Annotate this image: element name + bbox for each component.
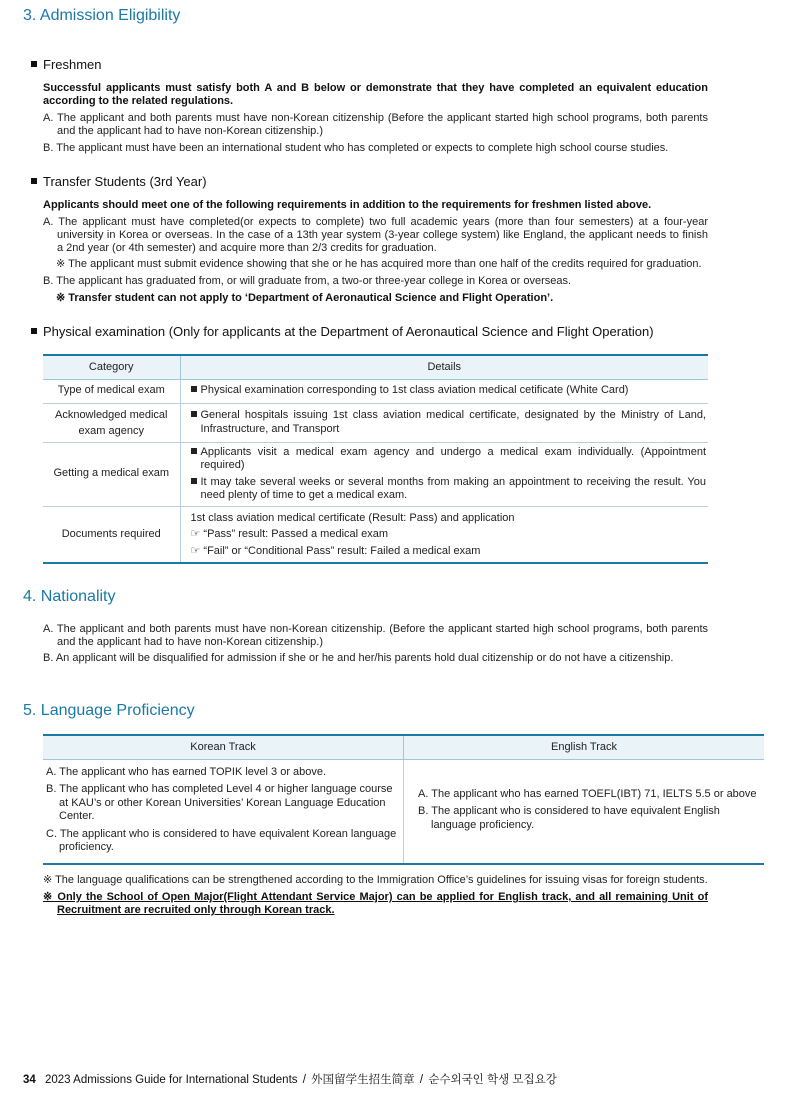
physical-exam-table [43, 354, 708, 564]
row-category: Documents required [43, 506, 180, 563]
table-header-row [43, 735, 764, 759]
transfer-title: Transfer Students (3rd Year) [43, 174, 207, 189]
page-footer [23, 1074, 557, 1087]
transfer-note-1: ※ The applicant must submit evidence showing that she or he has acquired more than one half of the credits required for graduation. [56, 258, 702, 270]
language-note-1: ※ The language qualifications can be strengthened according to the Immigration Office’s guidelines for issuing visas for foreign students. [43, 874, 708, 886]
transfer-note-2: ※ Transfer student can not apply to ‘Department of Aeronautical Science and Flight Operation’. [56, 292, 554, 304]
row-detail: It may take several weeks or several months from making an appointment to receiving the result. You need plenty of time to get a medical exam. [200, 475, 706, 501]
row-category: Acknowledged medical exam agency [43, 403, 180, 442]
footer-chinese-title: 外国留学生招生简章 [311, 1074, 415, 1086]
footer-korean-title: 순수외국인 학생 모집요강 [428, 1074, 557, 1086]
footer-separator: / [302, 1074, 306, 1086]
row-detail: Applicants visit a medical exam agency and undergo a medical exam individually. (Appointment required) [200, 445, 706, 471]
section-4-title: 4. Nationality [23, 588, 116, 605]
table-header-category: Category [43, 355, 180, 379]
square-bullet-icon [191, 386, 197, 392]
row-detail: 1st class aviation medical certificate (Result: Pass) and application [190, 511, 515, 524]
physical-title: Physical examination (Only for applicants at the Department of Aeronautical Science and Flight Operation) [43, 324, 654, 339]
row-detail: General hospitals issuing 1st class aviation medical certificate, designated by the Ministry of Land, Infrastructure, and Transport [200, 409, 706, 435]
footer-separator: / [419, 1074, 424, 1086]
freshmen-title: Freshmen [43, 57, 102, 72]
transfer-item-b: B. The applicant has graduated from, or will graduate from, a two-or three-year college in Korea or overseas. [43, 275, 572, 287]
nationality-item-b: B. An applicant will be disqualified for admission if she or he and her/his parents hold dual citizenship or do not have a citizenship. [43, 652, 674, 664]
transfer-heading [31, 174, 207, 190]
table-row [43, 379, 708, 403]
table-row [43, 506, 708, 563]
square-bullet-icon [191, 411, 197, 417]
table-header-details: Details [180, 355, 708, 379]
freshmen-item-b: B. The applicant must have been an international student who has completed or expects to complete high school course studies. [43, 142, 669, 154]
row-detail: Physical examination corresponding to 1st class aviation medical cetificate (White Card) [200, 384, 629, 397]
square-bullet-icon [31, 328, 37, 334]
transfer-intro: Applicants should meet one of the following requirements in addition to the requirements for freshmen listed above. [43, 199, 652, 211]
square-bullet-icon [31, 178, 37, 184]
korean-req-b: B. The applicant who has completed Level 4 or higher language course at KAU’s or other Korean Universities’ Korean Language Education Center. [46, 783, 393, 822]
table-row [43, 759, 764, 864]
table-header-korean: Korean Track [43, 735, 404, 759]
square-bullet-icon [191, 478, 197, 484]
physical-heading [31, 324, 654, 340]
table-header-english: English Track [404, 735, 765, 759]
row-detail-fail: ☞ “Fail” or “Conditional Pass” result: Failed a medical exam [190, 544, 481, 557]
korean-req-c: C. The applicant who is considered to have equivalent Korean language proficiency. [46, 827, 397, 853]
freshmen-heading [31, 57, 102, 73]
square-bullet-icon [31, 61, 37, 67]
page-number: 34 [23, 1074, 36, 1086]
english-req-b: B. The applicant who is considered to have equivalent English language proficiency. [418, 805, 720, 831]
table-header-row [43, 355, 708, 379]
row-detail-pass: ☞ “Pass” result: Passed a medical exam [190, 528, 389, 540]
language-table [43, 734, 764, 865]
table-row [43, 403, 708, 442]
freshmen-intro: Successful applicants must satisfy both A and B below or demonstrate that they have completed an equivalent education according to the related regulations. [43, 82, 708, 107]
section-5-title: 5. Language Proficiency [23, 702, 195, 719]
language-note-2: ※ Only the School of Open Major(Flight Attendant Service Major) can be applied for English track, and all remaining Unit of Recruitment are recruited only through Korean track. [43, 891, 708, 916]
freshmen-item-a: A. The applicant and both parents must have non-Korean citizenship (Before the applicant started high school programs, both parents and the applicant had to have non-Korean citizenship.) [43, 112, 708, 137]
square-bullet-icon [191, 448, 197, 454]
korean-req-a: A. The applicant who has earned TOPIK level 3 or above. [46, 765, 327, 778]
transfer-item-a: A. The applicant must have completed(or expects to complete) two full academic years (more than four semesters) at a four-year university in Korea or overseas. In the case of a 13th year system (3-year college system) like England, the applicant needs to finish a 2nd year (or 4th semester) and acquire more than 2/3 credits for graduation. [43, 216, 708, 254]
english-req-a: A. The applicant who has earned TOEFL(IBT) 71, IELTS 5.5 or above [418, 787, 757, 800]
section-3-title: 3. Admission Eligibility [23, 7, 181, 24]
footer-title: 2023 Admissions Guide for International Students [45, 1074, 298, 1086]
row-category: Getting a medical exam [43, 442, 180, 506]
nationality-item-a: A. The applicant and both parents must have non-Korean citizenship. (Before the applicant started high school programs, both parents and the applicant had to have non-Korean citizenship.) [43, 623, 708, 648]
table-row [43, 442, 708, 506]
row-category: Type of medical exam [43, 379, 180, 403]
